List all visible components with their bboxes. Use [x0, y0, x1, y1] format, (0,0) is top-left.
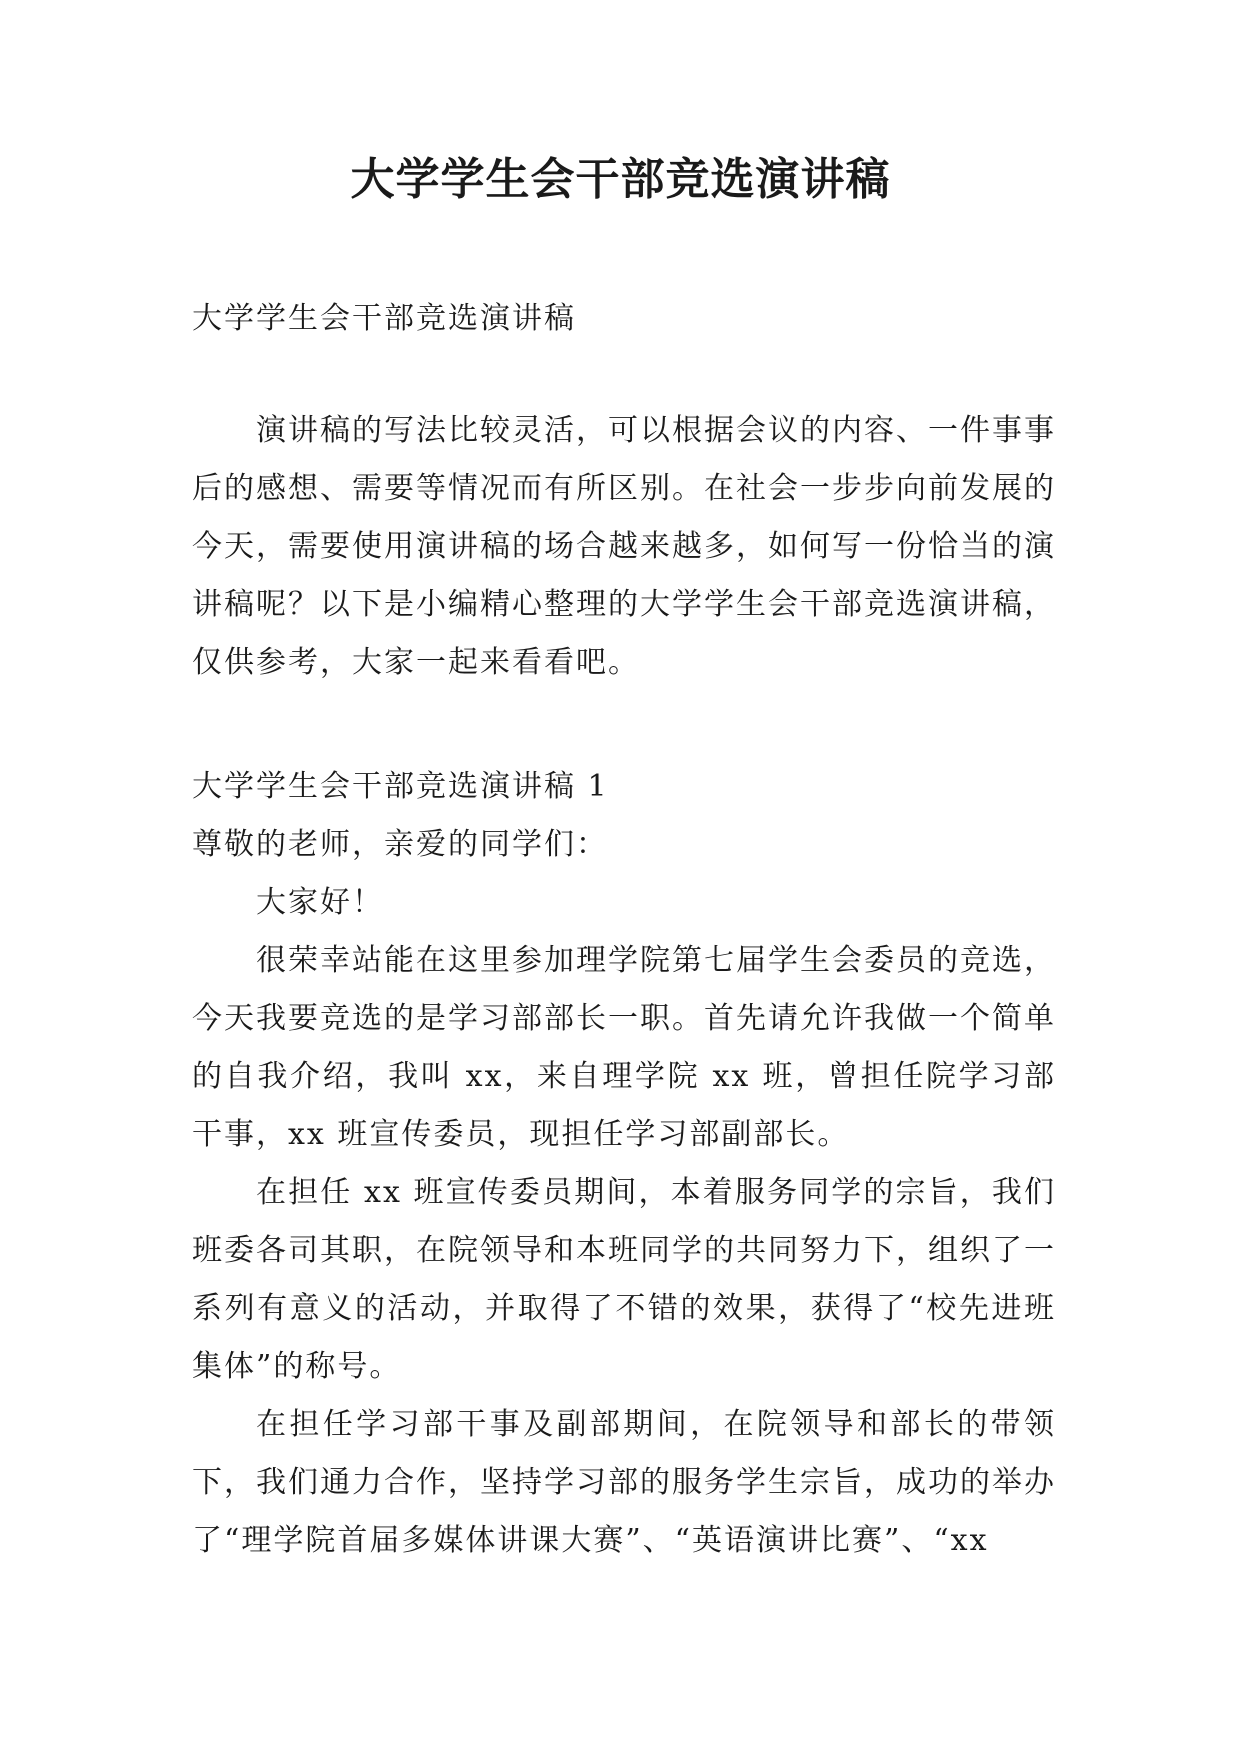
document-subtitle: 大学学生会干部竞选演讲稿	[192, 301, 576, 336]
section-heading: 大学学生会干部竞选演讲稿 1	[192, 769, 609, 804]
greeting: 大家好！	[256, 885, 384, 920]
salutation: 尊敬的老师，亲爱的同学们：	[192, 827, 608, 862]
intro-paragraph: 演讲稿的写法比较灵活，可以根据会议的内容、一件事事后的感想、需要等情况而有所区别。在社会一步步向前发展的今天，需要使用演讲稿的场合越来越多，如何写一份恰当的演讲稿呢？以下是小编精心整理的大学学生会干部竞选演讲稿，仅供参考，大家一起来看看吧。	[192, 413, 1056, 680]
body-paragraph: 很荣幸站能在这里参加理学院第七届学生会委员的竞选，今天我要竞选的是学习部部长一职。首先请允许我做一个简单的自我介绍，我叫 xx，来自理学院 xx 班，曾担任院学习部干事，xx 班宣传委员，现担任学习部副部长。	[192, 943, 1056, 1152]
body-paragraph: 在担任学习部干事及副部期间，在院领导和部长的带领下，我们通力合作，坚持学习部的服务学生宗旨，成功的举办了“理学院首届多媒体讲课大赛”、“英语演讲比赛”、“xx	[192, 1407, 1056, 1558]
document-title: 大学学生会干部竞选演讲稿	[350, 154, 891, 205]
body-paragraph: 在担任 xx 班宣传委员期间，本着服务同学的宗旨，我们班委各司其职，在院领导和本班同学的共同努力下，组织了一系列有意义的活动，并取得了不错的效果，获得了“校先进班集体”的称号。	[192, 1175, 1056, 1384]
